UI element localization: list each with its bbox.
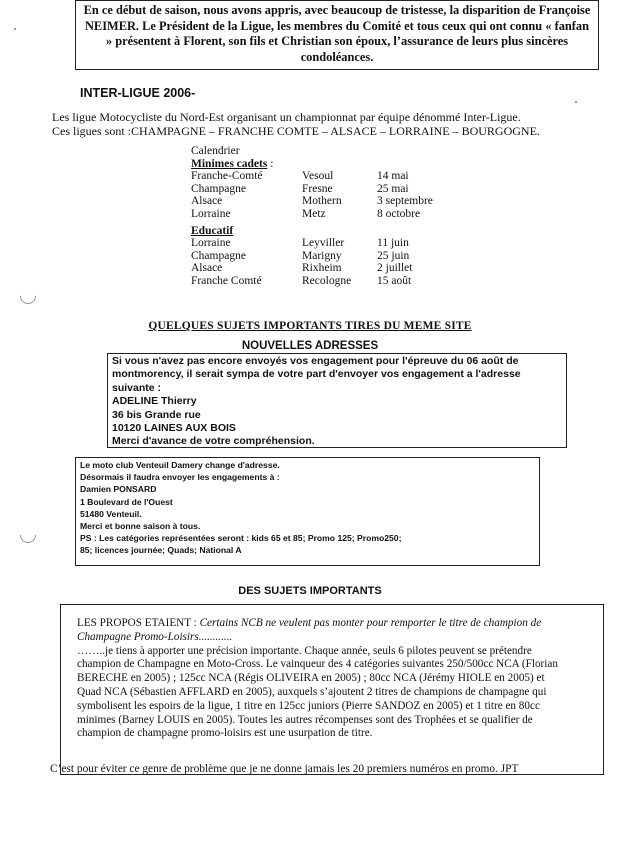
venteuil-address-box	[75, 457, 540, 566]
calendar-row	[191, 275, 457, 288]
lieu: Leyviller	[302, 237, 345, 250]
lieu: Fresne	[302, 182, 333, 195]
condolence-box	[75, 0, 599, 70]
ligue: Franche-Comté	[191, 170, 263, 183]
calendar-row	[191, 250, 457, 263]
calendar-row	[191, 183, 457, 196]
propos-lead: Certains NCB ne veulent pas monter pour remporter le titre de champion de	[199, 617, 542, 629]
calendar-row	[191, 237, 457, 250]
scan-mark	[14, 28, 16, 30]
ligue: Lorraine	[191, 237, 231, 250]
lieu: Marigny	[302, 249, 342, 262]
calendar-row	[191, 208, 457, 221]
box-line: ADELINE Thierry	[112, 395, 197, 408]
propos-label: LES PROPOS ETAIENT :	[77, 617, 200, 629]
ligue: Franche Comté	[191, 274, 262, 287]
propos-line: champion de Champagne en Moto-Cross. Le vainqueur des 4 catégories suivantes 250/500cc NCA (Florian	[77, 658, 558, 671]
calendar-label: Calendrier	[191, 145, 240, 157]
box-line: Le moto club Venteuil Damery change d'adresse.	[80, 460, 280, 470]
scan-mark	[575, 101, 577, 103]
inter-ligue-title: INTER-LIGUE 2006-	[80, 86, 196, 100]
ligue: Alsace	[191, 262, 223, 275]
nouvelles-adresses-heading: NOUVELLES ADRESSES	[241, 340, 379, 352]
box-line: 1 Boulevard de l'Ouest	[80, 496, 173, 507]
box-line: 51480 Venteuil.	[80, 508, 142, 519]
date: 25 juin	[377, 249, 410, 262]
propos-line: Quad NCA (Sébastien AFFLARD en 2005), auxquels s’ajoutent 2 titres de champions de champagne qui	[77, 685, 547, 698]
section-title: Minimes cadets	[191, 157, 268, 170]
box-line: Merci d'avance de votre compréhension.	[112, 435, 315, 448]
calendar-row	[191, 170, 457, 183]
inter-ligue-intro	[52, 110, 540, 138]
date: 25 mai	[377, 182, 409, 195]
box-line: 36 bis Grande rue	[112, 408, 201, 421]
date: 2 juillet	[377, 262, 413, 275]
intro-line: Les ligue Motocycliste du Nord-Est organisant un championnat par équipe dénommé Inter-Ligue.	[52, 110, 521, 124]
propos-line: ……..je tiens à apporter une précision importante. Chaque année, seuls 6 pilotes peuvent se prétendre	[77, 644, 532, 657]
box-line: Désormais il faudra envoyer les engagements à :	[80, 472, 280, 483]
date: 8 octobre	[377, 207, 421, 220]
calendar-section-educatif	[191, 225, 457, 288]
propos-lead: Champagne Promo-Loisirs............	[77, 630, 233, 643]
date: 15 août	[377, 274, 412, 287]
lieu: Mothern	[302, 195, 342, 208]
lieu: Vesoul	[302, 170, 334, 183]
intro-line: Ces ligues sont :CHAMPAGNE – FRANCHE COMTE – ALSACE – LORRAINE – BOURGOGNE.	[52, 124, 540, 138]
date: 3 septembre	[377, 195, 433, 208]
lieu: Rixheim	[302, 262, 342, 275]
calendar-row	[191, 262, 457, 275]
box-line: suivante :	[112, 381, 162, 394]
date: 11 juin	[377, 237, 409, 250]
box-line: Damien PONSARD	[80, 484, 157, 495]
punch-hole-top	[17, 285, 40, 308]
ligue: Champagne	[191, 182, 246, 195]
closing-note: C’est pour éviter ce genre de problème que je ne donne jamais les 20 premiers numéros en promo. JPT	[50, 763, 519, 775]
des-sujets-heading: DES SUJETS IMPORTANTS	[238, 585, 382, 597]
calendar-section-minimes	[191, 158, 457, 221]
lieu: Recologne	[302, 274, 352, 287]
propos-line: BERECHE en 2005) ; 125cc NCA (Régis OLIVEIRA en 2005) ; 80cc NCA (Jérémy HIOLE en 2005) et	[77, 672, 545, 685]
box-line: Merci et bonne saison à tous.	[80, 521, 201, 532]
ligue: Alsace	[191, 195, 223, 208]
box-line: montmorency, il serait sympa de votre part d'envoyer vos engagement a l'adresse	[112, 368, 521, 381]
date: 14 mai	[377, 170, 409, 183]
box-line: Si vous n'avez pas encore envoyés vos engagement pour l'épreuve du 06 août de	[112, 355, 519, 367]
box-line: 10120 LAINES AUX BOIS	[112, 422, 236, 435]
calendar	[191, 145, 457, 288]
propos-line: minimes (Barney LOUIS en 2005). Toutes les autres récompenses sont des Trophées et se qualifier de	[77, 713, 533, 726]
propos-line: symbolisent les espoirs de la ligue, 1 titre en 125cc juniors (Pierre SANDOZ en 2005) et 1 titre en 80cc	[77, 699, 540, 712]
box-line: PS : Les catégories représentées seront : kids 65 et 85; Promo 125; Promo250;	[80, 533, 402, 544]
ligue: Lorraine	[191, 207, 231, 220]
section-title-suffix: :	[267, 157, 274, 170]
ligue: Champagne	[191, 249, 246, 262]
propos-line: champion de champagne promo-loisirs est une usurpation de titre.	[77, 727, 373, 740]
punch-hole-bottom	[17, 524, 40, 547]
propos-box	[60, 604, 604, 775]
adeline-address-box	[107, 353, 567, 448]
condolence-text: En ce début de saison, nous avons appris, avec beaucoup de tristesse, la disparition de Françoise NEIMER. Le Président de la Ligue, les membres du Comité et tous ceux qui ont connu « fanfan » présentent à Florent, son fils et Christian son époux, l’assurance de leurs plus sincères condoléances.	[83, 3, 591, 64]
section-title: Educatif	[191, 224, 234, 237]
lieu: Metz	[302, 207, 326, 220]
calendar-row	[191, 195, 457, 208]
box-line: 85; licences journée; Quads; National A	[80, 545, 242, 556]
sujets-site-heading: QUELQUES SUJETS IMPORTANTS TIRES DU MEME SITE	[148, 320, 472, 332]
